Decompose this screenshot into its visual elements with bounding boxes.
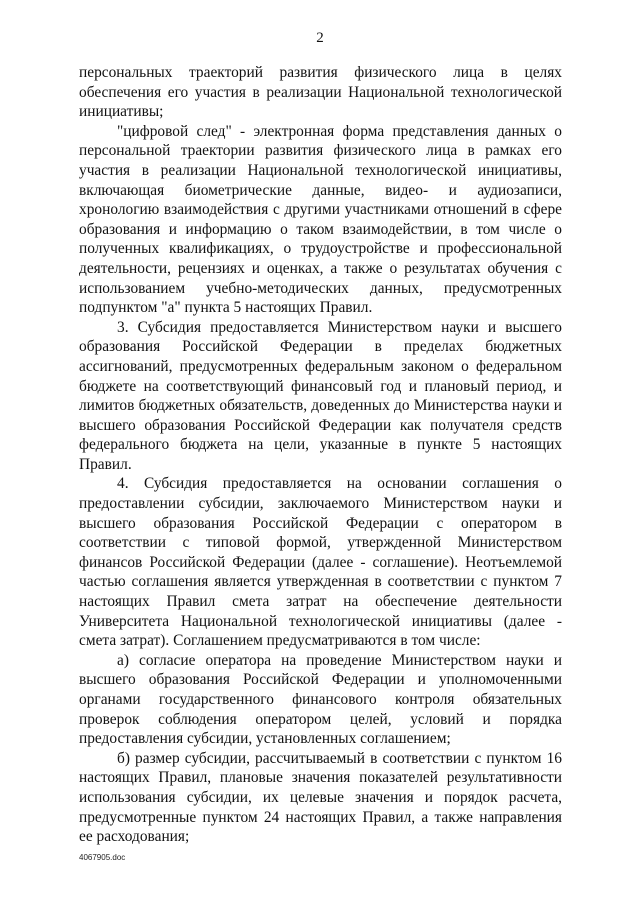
page-number: 2 (316, 30, 324, 46)
document-body (79, 63, 562, 847)
paragraph-continuation: персональных траекторий развития физического лица в целях обеспечения его участия в реализации Национальной технологической инициативы; (79, 64, 562, 121)
paragraph-digital-trace: "цифровой след" - электронная форма представления данных о персональной траектории развития физического лица в рамках его участия в реализации Национальной технологической инициативы, включающая биометрические данные, видео- и аудиозаписи, хронологию взаимодействия с другими участниками отношений в сфере образования и информацию о таком взаимодействии, в том числе о полученных квалификациях, о трудоустройстве и профессиональной деятельности, рецензиях и оценках, а также о результатах обучения с использованием учебно-методических данных, предусмотренных подпунктом "а" пункта 5 настоящих Правил. (79, 122, 562, 317)
paragraph-subitem-b: б) размер субсидии, рассчитываемый в соответствии с пунктом 16 настоящих Правил, плановые значения показателей результативности использования субсидии, их целевые значения и порядок расчета, предусмотренные пунктом 24 настоящих Правил, а также направления ее расходования; (79, 749, 562, 846)
paragraph-item-4: 4. Субсидия предоставляется на основании соглашения о предоставлении субсидии, заключаемого Министерством науки и высшего образования Российской Федерации с оператором в соответствии с типовой формой, утвержденной Министерством финансов Российской Федерации (далее - соглашение). Неотъемлемой частью соглашения является утвержденная в соответствии с пунктом 7 настоящих Правил смета затрат на обеспечение деятельности Университета Национальной технологической инициативы (далее - смета затрат). Соглашением предусматриваются в том числе: (79, 475, 562, 650)
paragraph-item-3: 3. Субсидия предоставляется Министерством науки и высшего образования Российской Федерации в пределах бюджетных ассигнований, предусмотренных федеральным законом о федеральном бюджете на соответствующий финансовый год и плановый период, и лимитов бюджетных обязательств, доведенных до Министерства науки и высшего образования Российской Федерации как получателя средств федерального бюджета на цели, указанные в пункте 5 настоящих Правил. (79, 318, 562, 473)
paragraph-subitem-a: а) согласие оператора на проведение Министерством науки и высшего образования Российской Федерации и уполномоченными органами государственного финансового контроля обязательных проверок соблюдения оператором целей, условий и порядка предоставления субсидии, установленных соглашением; (79, 651, 562, 748)
document-footer: 4067905.doc (79, 853, 126, 862)
